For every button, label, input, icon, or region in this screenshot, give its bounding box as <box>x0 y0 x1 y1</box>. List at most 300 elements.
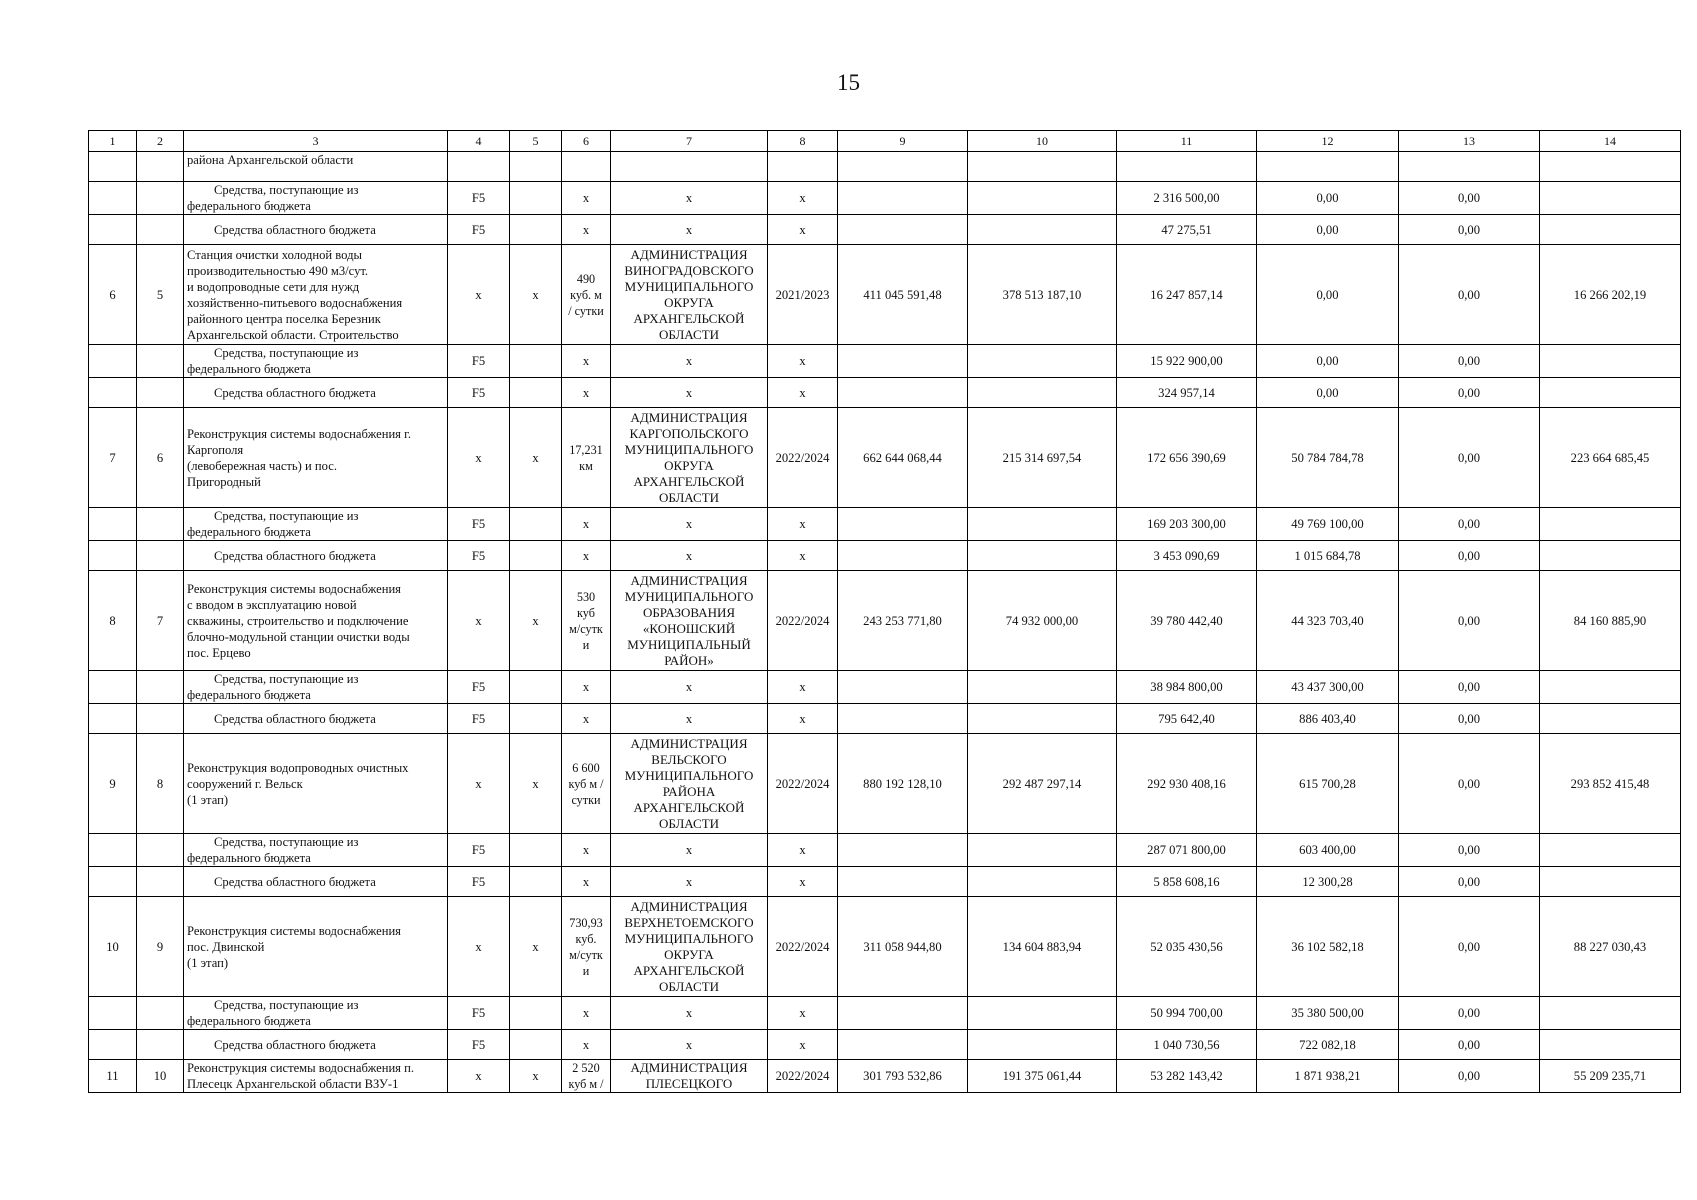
code-cell: F5 <box>448 541 510 571</box>
organization-line: АДМИНИСТРАЦИЯ <box>630 246 748 262</box>
x-cell: х <box>611 182 768 215</box>
amount-cell: 84 160 885,90 <box>1540 571 1681 671</box>
object-name-line: (левобережная часть) и пос. <box>187 458 337 473</box>
x-cell: х <box>611 704 768 734</box>
row-number: 7 <box>89 408 137 508</box>
object-name-line: Реконструкция системы водоснабжения п. <box>187 1061 415 1075</box>
empty-cell <box>968 182 1117 215</box>
empty-cell <box>1540 704 1681 734</box>
funding-label-cell <box>184 834 448 867</box>
amount-cell: 0,00 <box>1257 378 1399 408</box>
row-subnumber: 6 <box>137 408 184 508</box>
capacity-line: куб. <box>575 931 597 946</box>
amount-cell: 311 058 944,80 <box>838 897 968 997</box>
capacity-line: м/сутк <box>569 947 603 962</box>
object-name-line: пос. Двинской <box>187 939 265 954</box>
row-number: 6 <box>89 245 137 345</box>
organization-line: АДМИНИСТРАЦИЯ <box>630 572 748 588</box>
organization-cell <box>611 897 768 997</box>
page-number: 15 <box>837 70 860 95</box>
funding-label-cell: Средства областного бюджета <box>184 378 448 408</box>
object-name-line: производительностью 490 м3/сут. <box>187 263 369 278</box>
capacity-line: км <box>579 458 593 473</box>
empty-cell <box>1540 378 1681 408</box>
amount-cell: 15 922 900,00 <box>1117 345 1257 378</box>
funding-label-cell: Средства областного бюджета <box>184 541 448 571</box>
amount-cell: 243 253 771,80 <box>838 571 968 671</box>
funding-label-line: Средства, поступающие из <box>214 672 359 686</box>
organization-line: ОБЛАСТИ <box>658 489 720 505</box>
amount-cell: 134 604 883,94 <box>968 897 1117 997</box>
x-cell: х <box>611 345 768 378</box>
amount-cell: 0,00 <box>1399 1060 1540 1093</box>
x-cell: х <box>611 508 768 541</box>
regional-funding-row <box>89 1030 1681 1060</box>
x-cell: х <box>611 671 768 704</box>
amount-cell: 0,00 <box>1399 345 1540 378</box>
x-cell: х <box>510 408 562 508</box>
x-cell: х <box>611 215 768 245</box>
capacity-line: куб м / <box>568 1077 604 1091</box>
x-cell: х <box>562 671 611 704</box>
amount-cell: 0,00 <box>1257 182 1399 215</box>
x-cell: х <box>562 997 611 1030</box>
cell-number <box>89 1030 137 1060</box>
column-header: 5 <box>510 131 562 152</box>
amount-cell: 795 642,40 <box>1117 704 1257 734</box>
capacity-line: куб. м <box>570 287 602 302</box>
organization-cell <box>611 571 768 671</box>
organization-line: ОБРАЗОВАНИЯ <box>642 604 736 620</box>
amount-cell: 886 403,40 <box>1257 704 1399 734</box>
amount-cell: 47 275,51 <box>1117 215 1257 245</box>
x-cell: х <box>768 508 838 541</box>
cell-number <box>89 834 137 867</box>
amount-cell: 0,00 <box>1399 734 1540 834</box>
empty-cell <box>968 541 1117 571</box>
empty-cell <box>1540 215 1681 245</box>
funding-label-cell <box>184 997 448 1030</box>
empty-cell <box>611 152 768 182</box>
code-cell: F5 <box>448 704 510 734</box>
empty-cell <box>968 152 1117 182</box>
empty-cell <box>448 152 510 182</box>
amount-cell: 0,00 <box>1399 897 1540 997</box>
organization-line: АДМИНИСТРАЦИЯ <box>630 898 748 914</box>
regional-funding-row <box>89 867 1681 897</box>
row-number: 9 <box>89 734 137 834</box>
x-cell: х <box>510 897 562 997</box>
organization-line: РАЙОН» <box>664 652 714 668</box>
column-header: 2 <box>137 131 184 152</box>
period-cell: 2022/2024 <box>768 897 838 997</box>
cell-number <box>89 508 137 541</box>
object-name-line: Плесецк Архангельской области ВЗУ-1 <box>187 1077 399 1091</box>
funding-label-line: Средства, поступающие из <box>214 509 359 523</box>
empty-cell <box>968 345 1117 378</box>
column-header: 3 <box>184 131 448 152</box>
x-cell: х <box>562 704 611 734</box>
x-cell: х <box>768 867 838 897</box>
amount-cell: 0,00 <box>1399 215 1540 245</box>
amount-cell: 2 316 500,00 <box>1117 182 1257 215</box>
cell-number <box>89 671 137 704</box>
capacity-line: куб м / <box>568 776 604 791</box>
cell-number <box>89 345 137 378</box>
empty-cell <box>838 345 968 378</box>
cell-number <box>89 541 137 571</box>
empty-cell <box>838 152 968 182</box>
amount-cell: 301 793 532,86 <box>838 1060 968 1093</box>
x-cell: х <box>768 1030 838 1060</box>
empty-cell <box>510 997 562 1030</box>
empty-cell <box>1540 541 1681 571</box>
empty-cell <box>968 867 1117 897</box>
capacity-line: 17,231 <box>569 442 603 457</box>
organization-line: МУНИЦИПАЛЬНОГО <box>624 441 754 457</box>
empty-cell <box>1540 867 1681 897</box>
amount-cell: 0,00 <box>1399 508 1540 541</box>
code-cell: F5 <box>448 215 510 245</box>
amount-cell: 292 930 408,16 <box>1117 734 1257 834</box>
x-cell: х <box>562 182 611 215</box>
cell-number <box>137 152 184 182</box>
empty-cell <box>1399 152 1540 182</box>
amount-cell: 88 227 030,43 <box>1540 897 1681 997</box>
empty-cell <box>1540 1030 1681 1060</box>
amount-cell: 215 314 697,54 <box>968 408 1117 508</box>
funding-label-line: федерального бюджета <box>187 362 311 376</box>
empty-cell <box>838 378 968 408</box>
x-cell: х <box>768 541 838 571</box>
x-cell: х <box>768 834 838 867</box>
empty-cell <box>1540 997 1681 1030</box>
empty-cell <box>968 215 1117 245</box>
code-cell: F5 <box>448 182 510 215</box>
amount-cell: 74 932 000,00 <box>968 571 1117 671</box>
cell-number <box>137 508 184 541</box>
row-subnumber: 10 <box>137 1060 184 1093</box>
amount-cell: 1 040 730,56 <box>1117 1030 1257 1060</box>
amount-cell: 722 082,18 <box>1257 1030 1399 1060</box>
empty-cell <box>1257 152 1399 182</box>
x-cell: х <box>611 997 768 1030</box>
amount-cell: 3 453 090,69 <box>1117 541 1257 571</box>
empty-cell <box>838 1030 968 1060</box>
x-cell: х <box>448 897 510 997</box>
empty-cell <box>510 834 562 867</box>
cell-number <box>137 834 184 867</box>
x-cell: х <box>510 245 562 345</box>
organization-line: ОКРУГА <box>664 946 714 962</box>
x-cell: х <box>448 1060 510 1093</box>
capacity-line: 490 <box>576 271 596 286</box>
code-cell: F5 <box>448 867 510 897</box>
object-name-cell <box>184 245 448 345</box>
amount-cell: 169 203 300,00 <box>1117 508 1257 541</box>
organization-line: МУНИЦИПАЛЬНОГО <box>624 278 754 294</box>
code-cell: F5 <box>448 508 510 541</box>
object-name-line: скважины, строительство и подключение <box>187 613 409 628</box>
continuation-row <box>89 152 1681 182</box>
cell-number <box>137 215 184 245</box>
object-name-cell: района Архангельской области <box>184 152 448 182</box>
funding-label-cell: Средства областного бюджета <box>184 867 448 897</box>
empty-cell <box>838 671 968 704</box>
organization-line: АДМИНИСТРАЦИЯ <box>630 1060 748 1075</box>
organization-cell <box>611 408 768 508</box>
object-name-line: Реконструкция водопроводных очистных <box>187 760 409 775</box>
column-header: 7 <box>611 131 768 152</box>
amount-cell: 0,00 <box>1399 541 1540 571</box>
cell-number <box>137 345 184 378</box>
object-name-line: Станция очистки холодной воды <box>187 247 362 262</box>
amount-cell: 52 035 430,56 <box>1117 897 1257 997</box>
amount-cell: 293 852 415,48 <box>1540 734 1681 834</box>
x-cell: х <box>448 408 510 508</box>
object-name-line: Реконструкция системы водоснабжения <box>187 581 401 596</box>
x-cell: х <box>768 671 838 704</box>
organization-line: МУНИЦИПАЛЬНОГО <box>624 930 754 946</box>
x-cell: х <box>562 541 611 571</box>
organization-line: ВИНОГРАДОВСКОГО <box>624 262 754 278</box>
empty-cell <box>968 997 1117 1030</box>
organization-line: ОКРУГА <box>664 457 714 473</box>
capacity-line: 530 <box>576 589 596 604</box>
x-cell: х <box>611 1030 768 1060</box>
capacity-line: 2 520 <box>572 1061 600 1075</box>
amount-cell: 0,00 <box>1257 215 1399 245</box>
amount-cell: 411 045 591,48 <box>838 245 968 345</box>
code-cell: F5 <box>448 1030 510 1060</box>
project-row <box>89 1060 1681 1093</box>
object-name-line: хозяйственно-питьевого водоснабжения <box>187 295 403 310</box>
x-cell: х <box>562 508 611 541</box>
cell-number <box>89 867 137 897</box>
table-body <box>89 131 1681 1093</box>
empty-cell <box>510 215 562 245</box>
x-cell: х <box>562 1030 611 1060</box>
funding-label-line: федерального бюджета <box>187 1014 311 1028</box>
column-header: 1 <box>89 131 137 152</box>
object-name-cell <box>184 408 448 508</box>
x-cell: х <box>562 834 611 867</box>
amount-cell: 172 656 390,69 <box>1117 408 1257 508</box>
x-cell: х <box>448 734 510 834</box>
organization-cell <box>611 1060 768 1093</box>
x-cell: х <box>768 378 838 408</box>
empty-cell <box>510 671 562 704</box>
organization-line: ОКРУГА <box>664 294 714 310</box>
empty-cell <box>1540 508 1681 541</box>
funding-label-cell <box>184 345 448 378</box>
column-header: 10 <box>968 131 1117 152</box>
organization-line: ОБЛАСТИ <box>658 815 720 831</box>
empty-cell <box>1540 834 1681 867</box>
object-name-cell <box>184 571 448 671</box>
empty-cell <box>1540 345 1681 378</box>
organization-line: КАРГОПОЛЬСКОГО <box>629 425 749 441</box>
empty-cell <box>838 997 968 1030</box>
funding-label-line: федерального бюджета <box>187 851 311 865</box>
regional-funding-row <box>89 704 1681 734</box>
amount-cell: 0,00 <box>1399 867 1540 897</box>
amount-cell: 662 644 068,44 <box>838 408 968 508</box>
cell-number <box>89 182 137 215</box>
code-cell: F5 <box>448 834 510 867</box>
cell-number <box>137 182 184 215</box>
amount-cell: 39 780 442,40 <box>1117 571 1257 671</box>
object-name-line: районного центра поселка Березник <box>187 311 381 326</box>
regional-funding-row <box>89 215 1681 245</box>
capacity-line: м/сутк <box>569 621 603 636</box>
capacity-line: 730,93 <box>569 915 603 930</box>
row-number: 11 <box>89 1060 137 1093</box>
cell-number <box>89 704 137 734</box>
regional-funding-row <box>89 541 1681 571</box>
amount-cell: 49 769 100,00 <box>1257 508 1399 541</box>
empty-cell <box>510 182 562 215</box>
code-cell: F5 <box>448 345 510 378</box>
regional-funding-row <box>89 378 1681 408</box>
amount-cell: 0,00 <box>1399 997 1540 1030</box>
organization-line: ОБЛАСТИ <box>658 978 720 994</box>
federal-funding-row <box>89 508 1681 541</box>
object-name-line: блочно-модульной станции очистки воды <box>187 629 410 644</box>
capacity-line: 6 600 <box>572 760 600 775</box>
period-cell: 2022/2024 <box>768 734 838 834</box>
organization-line: АРХАНГЕЛЬСКОЙ <box>633 799 745 815</box>
cell-number <box>89 997 137 1030</box>
object-name-cell <box>184 734 448 834</box>
cell-number <box>137 541 184 571</box>
amount-cell: 0,00 <box>1399 245 1540 345</box>
amount-cell: 0,00 <box>1399 182 1540 215</box>
organization-line: АРХАНГЕЛЬСКОЙ <box>633 962 745 978</box>
organization-cell <box>611 734 768 834</box>
funding-label-cell: Средства областного бюджета <box>184 1030 448 1060</box>
empty-cell <box>510 1030 562 1060</box>
empty-cell <box>510 704 562 734</box>
amount-cell: 1 015 684,78 <box>1257 541 1399 571</box>
amount-cell: 5 858 608,16 <box>1117 867 1257 897</box>
amount-cell: 16 266 202,19 <box>1540 245 1681 345</box>
amount-cell: 0,00 <box>1399 834 1540 867</box>
project-row <box>89 245 1681 345</box>
code-cell: F5 <box>448 997 510 1030</box>
amount-cell: 35 380 500,00 <box>1257 997 1399 1030</box>
empty-cell <box>1540 152 1681 182</box>
amount-cell: 378 513 187,10 <box>968 245 1117 345</box>
x-cell: х <box>510 734 562 834</box>
empty-cell <box>838 215 968 245</box>
capacity-line: и <box>582 963 590 978</box>
amount-cell: 1 871 938,21 <box>1257 1060 1399 1093</box>
amount-cell: 0,00 <box>1399 704 1540 734</box>
project-row <box>89 897 1681 997</box>
funding-label-line: федерального бюджета <box>187 525 311 539</box>
empty-cell <box>968 671 1117 704</box>
code-cell: F5 <box>448 671 510 704</box>
period-cell: 2022/2024 <box>768 1060 838 1093</box>
organization-line: ОБЛАСТИ <box>658 326 720 342</box>
capacity-line: и <box>582 637 590 652</box>
column-header: 13 <box>1399 131 1540 152</box>
object-name-line: Реконструкция системы водоснабжения г. <box>187 426 412 441</box>
federal-funding-row <box>89 834 1681 867</box>
empty-cell <box>510 378 562 408</box>
amount-cell: 0,00 <box>1257 345 1399 378</box>
amount-cell: 0,00 <box>1399 1030 1540 1060</box>
capacity-cell <box>562 1060 611 1093</box>
column-header: 12 <box>1257 131 1399 152</box>
x-cell: х <box>611 541 768 571</box>
period-cell: 2021/2023 <box>768 245 838 345</box>
object-name-line: Каргополя <box>187 442 244 457</box>
amount-cell: 12 300,28 <box>1257 867 1399 897</box>
amount-cell: 0,00 <box>1399 671 1540 704</box>
organization-line: ПЛЕСЕЦКОГО <box>645 1076 733 1091</box>
amount-cell: 38 984 800,00 <box>1117 671 1257 704</box>
amount-cell: 615 700,28 <box>1257 734 1399 834</box>
amount-cell: 292 487 297,14 <box>968 734 1117 834</box>
column-header: 9 <box>838 131 968 152</box>
period-cell: 2022/2024 <box>768 571 838 671</box>
object-name-line: Пригородный <box>187 474 261 489</box>
empty-cell <box>510 508 562 541</box>
column-header: 14 <box>1540 131 1681 152</box>
organization-line: АРХАНГЕЛЬСКОЙ <box>633 310 745 326</box>
amount-cell: 0,00 <box>1399 571 1540 671</box>
amount-cell: 223 664 685,45 <box>1540 408 1681 508</box>
row-subnumber: 5 <box>137 245 184 345</box>
object-name-line: Архангельской области. Строительство <box>187 327 399 342</box>
empty-cell <box>768 152 838 182</box>
organization-line: МУНИЦИПАЛЬНОГО <box>624 588 754 604</box>
capacity-cell <box>562 245 611 345</box>
empty-cell <box>510 345 562 378</box>
object-name-line: (1 этап) <box>187 792 229 807</box>
x-cell: х <box>768 704 838 734</box>
x-cell: х <box>448 571 510 671</box>
object-name-line: с вводом в эксплуатацию новой <box>187 597 357 612</box>
funding-label-line: федерального бюджета <box>187 688 311 702</box>
empty-cell <box>838 834 968 867</box>
empty-cell <box>510 541 562 571</box>
row-subnumber: 7 <box>137 571 184 671</box>
organization-line: МУНИЦИПАЛЬНЫЙ <box>627 636 751 652</box>
federal-funding-row <box>89 345 1681 378</box>
capacity-cell <box>562 897 611 997</box>
x-cell: х <box>611 867 768 897</box>
funding-label-cell <box>184 508 448 541</box>
x-cell: х <box>562 215 611 245</box>
cell-number <box>137 704 184 734</box>
funding-label-cell <box>184 671 448 704</box>
column-header: 11 <box>1117 131 1257 152</box>
federal-funding-row <box>89 182 1681 215</box>
empty-cell <box>562 152 611 182</box>
amount-cell: 16 247 857,14 <box>1117 245 1257 345</box>
x-cell: х <box>448 245 510 345</box>
amount-cell: 880 192 128,10 <box>838 734 968 834</box>
organization-line: РАЙОНА <box>662 783 716 799</box>
amount-cell: 50 994 700,00 <box>1117 997 1257 1030</box>
amount-cell: 53 282 143,42 <box>1117 1060 1257 1093</box>
column-header: 6 <box>562 131 611 152</box>
funding-label-line: федерального бюджета <box>187 199 311 213</box>
empty-cell <box>968 508 1117 541</box>
